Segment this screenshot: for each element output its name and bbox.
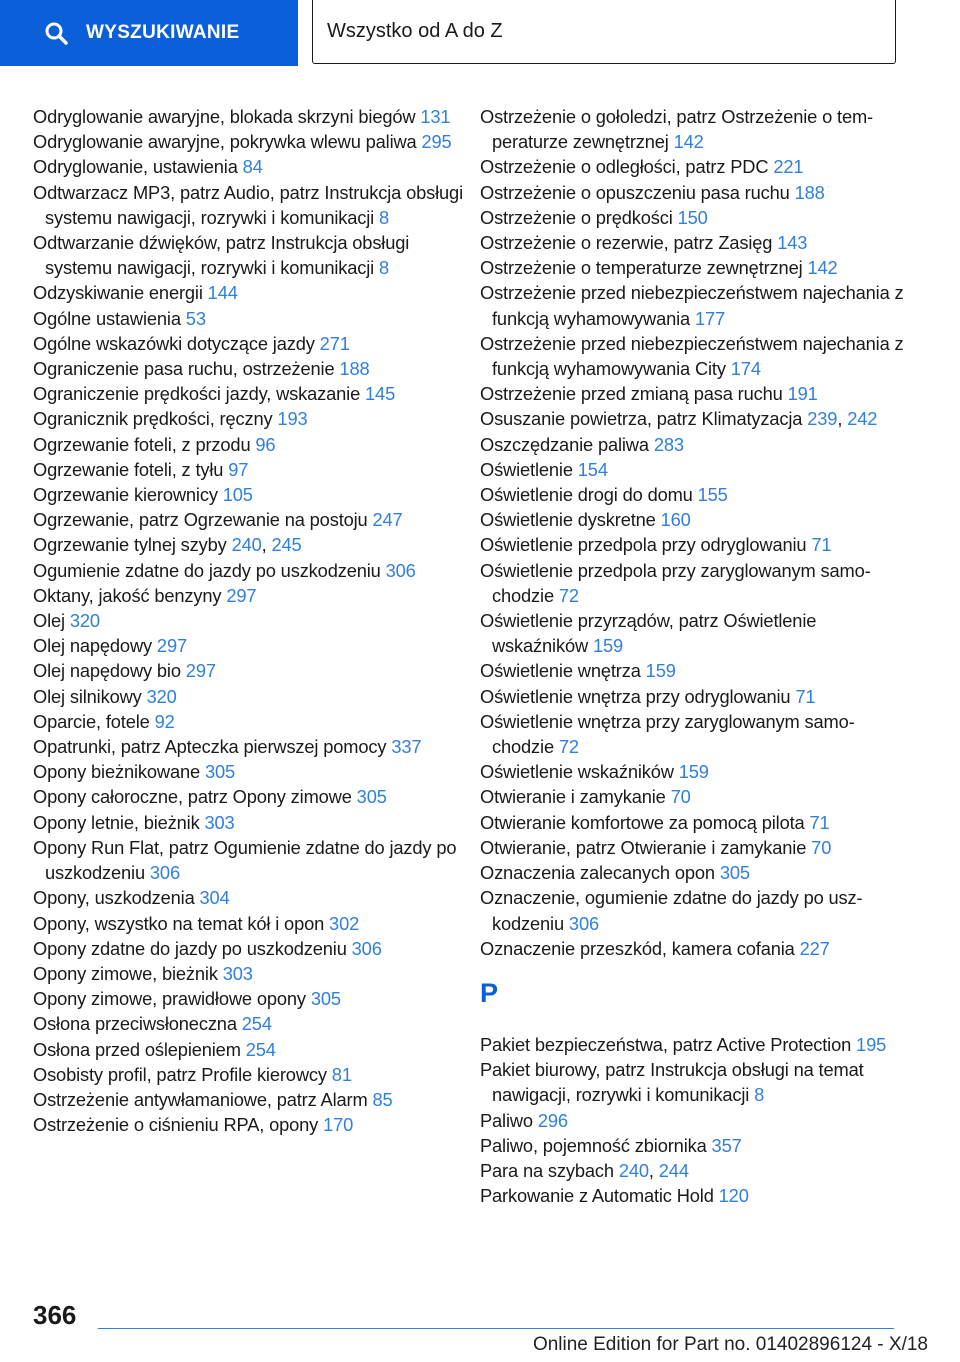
- section-letter: P: [480, 977, 499, 1008]
- page-link[interactable]: 8: [754, 1084, 765, 1106]
- page-link[interactable]: 72: [558, 584, 579, 606]
- index-entry: [33, 759, 463, 784]
- index-entry: [33, 129, 463, 154]
- index-entry-text: Ostrzeżenie antywłamaniowe, patrz Alarm: [33, 1088, 373, 1110]
- page-link[interactable]: 72: [558, 736, 579, 758]
- index-entry: [480, 432, 910, 457]
- page-link[interactable]: 97: [228, 458, 249, 480]
- page-link[interactable]: 245: [271, 534, 302, 556]
- page-link[interactable]: 303: [222, 962, 253, 984]
- index-entry-text: Ostrzeżenie o odległości, patrz PDC: [480, 156, 774, 178]
- index-entry: [480, 230, 910, 255]
- index-entry-text: Oświetlenie przedpola przy odryglowaniu: [480, 534, 812, 556]
- index-entry: [33, 1062, 463, 1087]
- index-entry-text: Ogrzewanie kierownicy: [33, 484, 223, 506]
- page-link[interactable]: 242: [847, 408, 878, 430]
- search-tab[interactable]: [0, 0, 298, 66]
- page-link[interactable]: 295: [421, 131, 452, 153]
- index-entry-text: Ogrzewanie tylnej szyby: [33, 534, 232, 556]
- index-entry: [480, 885, 910, 935]
- page-link[interactable]: 8: [379, 257, 390, 279]
- index-entry: [33, 658, 463, 683]
- index-entry-text: Ogólne ustawienia: [33, 307, 186, 329]
- index-entry: [480, 154, 910, 179]
- index-entry-text: Oświetlenie przedpola przy zaryglowanym samochodzie: [480, 559, 871, 606]
- index-entry-text: Odryglowanie, ustawienia: [33, 156, 243, 178]
- page-link[interactable]: 297: [226, 584, 257, 606]
- page-link[interactable]: 227: [799, 937, 830, 959]
- page-link[interactable]: 142: [673, 131, 704, 153]
- index-entry-text: Opony, uszkodzenia: [33, 887, 200, 909]
- index-entry-text: Pakiet biurowy, patrz Instrukcja obsługi na temat nawigacji, rozrywki i komunikacji: [480, 1059, 864, 1106]
- index-entry-text: Opatrunki, patrz Apteczka pierwszej pomocy: [33, 736, 392, 758]
- page-link[interactable]: 305: [356, 786, 387, 808]
- index-entry-text: Olej napędowy: [33, 635, 157, 657]
- index-entry-text: Ostrzeżenie o opuszczeniu pasa ruchu: [480, 181, 795, 203]
- page-link[interactable]: 70: [670, 786, 691, 808]
- index-entry-text: Oświetlenie wnętrza: [480, 660, 646, 682]
- index-entry: [480, 532, 910, 557]
- page-link[interactable]: 320: [69, 610, 100, 632]
- index-entry: Osuszanie powietrza, patrz Klimatyzacja 239, 242: [480, 408, 878, 430]
- index-entry-text: Ogólne wskazówki dotyczące jazdy: [33, 332, 320, 354]
- page-link[interactable]: 155: [697, 484, 728, 506]
- page-link[interactable]: 305: [719, 862, 750, 884]
- index-entry: [480, 205, 910, 230]
- index-entry-text: Ogumienie zdatne do jazdy po uszkodzeniu: [33, 559, 386, 581]
- page-link[interactable]: 247: [372, 509, 403, 531]
- index-entry: [480, 104, 910, 154]
- page-link[interactable]: 159: [645, 660, 676, 682]
- page-link[interactable]: 254: [245, 1038, 276, 1060]
- page-link[interactable]: 297: [156, 635, 187, 657]
- index-entry: [480, 608, 910, 658]
- index-entry-text: Osłona przed oślepieniem: [33, 1038, 246, 1060]
- index-column-left: [33, 104, 463, 1137]
- page-link[interactable]: 337: [391, 736, 422, 758]
- breadcrumb[interactable]: [312, 0, 896, 64]
- page-link[interactable]: 305: [310, 988, 341, 1010]
- index-entry: [33, 230, 463, 280]
- page-link[interactable]: 306: [568, 912, 599, 934]
- index-entry: [480, 482, 910, 507]
- page-link[interactable]: 84: [242, 156, 263, 178]
- page-link[interactable]: 188: [339, 358, 370, 380]
- index-entry: [480, 507, 910, 532]
- index-entry: [33, 1112, 463, 1137]
- index-entry-text: Oktany, jakość benzyny: [33, 584, 227, 606]
- index-entry: [33, 684, 463, 709]
- index-entry-text: Ograniczenie pasa ruchu, ostrzeżenie: [33, 358, 340, 380]
- index-entry-text: Odryglowanie awaryjne, pokrywka wlewu paliwa: [33, 131, 422, 153]
- index-entry: [33, 432, 463, 457]
- index-entry-text: Oświetlenie przyrządów, patrz Oświetlenie wskaźników: [480, 610, 817, 657]
- index-entry-text: Oświetlenie wnętrza przy zaryglowanym samochodzie: [480, 710, 855, 758]
- index-entry: [33, 306, 463, 331]
- page-link[interactable]: 160: [660, 509, 691, 531]
- page-link[interactable]: 154: [577, 458, 608, 480]
- page-link[interactable]: 305: [204, 761, 236, 783]
- page-link[interactable]: 304: [199, 887, 230, 909]
- page-link[interactable]: 221: [773, 156, 804, 178]
- page-link[interactable]: 188: [794, 181, 825, 203]
- page-link[interactable]: 131: [420, 106, 451, 127]
- index-entry: [480, 709, 910, 759]
- page-link[interactable]: 70: [811, 836, 832, 858]
- page-link[interactable]: 143: [777, 232, 808, 254]
- page-link[interactable]: 271: [319, 332, 350, 354]
- index-entry-text: Paliwo: [480, 1109, 538, 1131]
- index-entry-text: Osłona przeciwsłoneczna: [33, 1013, 242, 1035]
- page-link[interactable]: 85: [372, 1088, 393, 1110]
- page-link[interactable]: 170: [323, 1114, 354, 1136]
- page-link[interactable]: 177: [694, 307, 726, 329]
- index-entry-text: Ostrzeżenie o temperaturze zewnętrznej: [480, 257, 808, 279]
- page-link[interactable]: 240: [618, 1159, 649, 1181]
- index-entry-text: Oparcie, fotele: [33, 710, 155, 732]
- index-entry-text: Odryglowanie awaryjne, blokada skrzyni biegów: [33, 106, 421, 127]
- index-entry-text: Paliwo, pojemność zbiornika: [480, 1134, 712, 1156]
- index-entry: [480, 1032, 910, 1057]
- page-link[interactable]: 159: [678, 761, 709, 783]
- index-entry-text: Oznaczenie przeszkód, kamera cofania: [480, 937, 800, 959]
- page-link[interactable]: 71: [795, 685, 816, 707]
- index-entry: [33, 885, 463, 910]
- index-entry: [480, 936, 910, 961]
- index-entry: [480, 457, 910, 482]
- search-icon: [44, 21, 68, 45]
- index-entry-text: Odtwarzacz MP3, patrz Audio, patrz Instrukcja obsługi systemu nawigacji, rozrywki i komunikacji: [33, 181, 463, 228]
- index-entry-text: Otwieranie i zamykanie: [480, 786, 671, 808]
- index-entry: [33, 280, 463, 305]
- index-entry-text: Oszczędzanie paliwa: [480, 433, 654, 455]
- index-entry-text: Ostrzeżenie o gołoledzi, patrz Ostrzeżenie o temperaturze zewnętrznej: [480, 106, 874, 153]
- index-entry-text: Oznaczenie, ogumienie zdatne do jazdy po uszkodzeniu: [480, 887, 863, 934]
- page-link[interactable]: 105: [222, 484, 253, 506]
- page-link[interactable]: 71: [811, 534, 832, 556]
- index-entry: [33, 1011, 463, 1036]
- page-link[interactable]: 150: [677, 206, 708, 228]
- index-entry: [33, 457, 463, 482]
- index-entry-text: Oświetlenie drogi do domu: [480, 484, 698, 506]
- index-entry: [480, 1183, 910, 1208]
- index-entry-text: Olej: [33, 610, 70, 632]
- page-link[interactable]: 144: [207, 282, 238, 304]
- index-entry: [480, 1057, 910, 1107]
- index-entry: [33, 810, 463, 835]
- index-entry: [33, 583, 463, 608]
- index-entry-text: Oznaczenia zalecanych opon: [480, 862, 720, 884]
- footer-divider: [98, 1328, 894, 1329]
- index-entry-text: Opony zimowe, prawidłowe opony: [33, 988, 311, 1010]
- index-entry-text: Ostrzeżenie przed zmianą pasa ruchu: [480, 383, 788, 405]
- index-entry-text: Ostrzeżenie przed niebezpieczeństwem najechania z funkcją wyhamowywania City: [480, 332, 904, 380]
- page-number: 366: [33, 1300, 77, 1330]
- index-entry-text: Ogrzewanie, patrz Ogrzewanie na postoju: [33, 509, 373, 531]
- index-entry-text: Opony letnie, bieżnik: [33, 811, 205, 833]
- index-entry-text: Opony zdatne do jazdy po uszkodzeniu: [33, 937, 352, 959]
- index-entry: [33, 1087, 463, 1112]
- index-entry: [33, 608, 463, 633]
- page-link[interactable]: 239: [807, 408, 838, 430]
- index-entry-text: Parkowanie z Automatic Hold: [480, 1185, 719, 1207]
- page-link[interactable]: 191: [787, 383, 818, 405]
- index-entry: [480, 759, 910, 784]
- index-entry-text: Opony zimowe, bieżnik: [33, 962, 223, 984]
- index-entry-text: Ostrzeżenie o prędkości: [480, 206, 678, 228]
- index-entry: [480, 810, 910, 835]
- index-entry-text: Ostrzeżenie o rezerwie, patrz Zasięg: [480, 232, 778, 254]
- index-entry: [480, 860, 910, 885]
- index-entry-text: Opony, wszystko na temat kół i opon: [33, 912, 330, 934]
- index-entry-text: Osuszanie powietrza, patrz Klimatyzacja: [480, 408, 808, 430]
- index-entry: [480, 331, 910, 381]
- index-entry-text: Osobisty profil, patrz Profile kierowcy: [33, 1063, 332, 1085]
- page-link[interactable]: 195: [856, 1033, 887, 1055]
- index-entry: [480, 1108, 910, 1133]
- index-entry: [480, 255, 910, 280]
- index-entry: [33, 356, 463, 381]
- index-entry-text: Pakiet bezpieczeństwa, patrz Active Protection: [480, 1033, 857, 1055]
- page-link[interactable]: 306: [149, 862, 180, 884]
- index-entry-text: Ogrzewanie foteli, z przodu: [33, 433, 256, 455]
- index-entry: [33, 154, 463, 179]
- index-entry-text: Para na szybach: [480, 1159, 619, 1181]
- index-entry-text: Opony całoroczne, patrz Opony zimowe: [33, 786, 357, 808]
- page-link[interactable]: 254: [241, 1013, 272, 1035]
- index-entry-text: Ostrzeżenie o ciśnieniu RPA, opony: [33, 1114, 324, 1136]
- index-entry: [33, 911, 463, 936]
- index-entry-text: Ograniczenie prędkości jazdy, wskazanie: [33, 383, 366, 405]
- index-entry: [33, 961, 463, 986]
- index-entry: [480, 558, 910, 608]
- index-entry-text: Opony bieżnikowane: [33, 761, 205, 783]
- index-entry: Para na szybach 240, 244: [480, 1159, 689, 1181]
- page-link[interactable]: 71: [809, 811, 830, 833]
- index-entry-text: Olej napędowy bio: [33, 660, 186, 682]
- index-entry: [33, 406, 463, 431]
- page-link[interactable]: 357: [711, 1134, 742, 1156]
- index-entry-text: Olej silnikowy: [33, 685, 147, 707]
- page-link[interactable]: 240: [231, 534, 262, 556]
- index-entry: [33, 482, 463, 507]
- index-entry-text: Opony Run Flat, patrz Ogumienie zdatne do jazdy po uszkodzeniu: [33, 836, 457, 884]
- index-entry: [33, 835, 463, 885]
- index-entry: [480, 381, 910, 406]
- index-entry: [33, 104, 463, 129]
- page-link[interactable]: 8: [379, 206, 390, 228]
- index-entry: [480, 658, 910, 683]
- index-entry-text: Ostrzeżenie przed niebezpieczeństwem najechania z funkcją wyhamowywania: [480, 282, 904, 329]
- page-link[interactable]: 283: [653, 433, 684, 455]
- index-entry: [480, 784, 910, 809]
- page-link[interactable]: 296: [537, 1109, 568, 1131]
- index-entry-text: Odtwarzanie dźwięków, patrz Instrukcja obsługi systemu nawigacji, rozrywki i komunikacji: [33, 232, 410, 279]
- index-entry-text: Otwieranie komfortowe za pomocą pilota: [480, 811, 810, 833]
- index-entry: [33, 331, 463, 356]
- index-entry: [33, 734, 463, 759]
- page-link[interactable]: 159: [592, 635, 624, 657]
- index-entry-text: Ogrzewanie foteli, z tyłu: [33, 458, 229, 480]
- index-entry-text: Otwieranie, patrz Otwieranie i zamykanie: [480, 836, 812, 858]
- index-entry: [33, 558, 463, 583]
- page-link[interactable]: 142: [807, 257, 838, 279]
- index-entry: [480, 684, 910, 709]
- index-entry: [33, 381, 463, 406]
- page-link[interactable]: 120: [718, 1185, 749, 1207]
- index-entry: [480, 280, 910, 330]
- index-entry: [33, 709, 463, 734]
- page-link[interactable]: 306: [351, 937, 382, 959]
- index-entry: [33, 936, 463, 961]
- footer-edition: Online Edition for Part no. 01402896124 - X/18: [532, 1334, 928, 1355]
- index-entry: [33, 180, 463, 230]
- index-entry: [33, 986, 463, 1011]
- index-entry: [33, 507, 463, 532]
- index-entry-text: Odzyskiwanie energii: [33, 282, 208, 304]
- index-entry-text: Ogranicznik prędkości, ręczny: [33, 408, 278, 430]
- page-link[interactable]: 53: [185, 307, 206, 329]
- index-entry-text: Oświetlenie wnętrza przy odryglowaniu: [480, 685, 796, 707]
- index-entry-text: Oświetlenie dyskretne: [480, 509, 661, 531]
- page-link[interactable]: 303: [204, 811, 235, 833]
- index-entry: [480, 835, 910, 860]
- index-column-right: [480, 104, 910, 1208]
- page-link[interactable]: 96: [255, 433, 276, 455]
- page-link[interactable]: 306: [385, 559, 416, 581]
- page-link[interactable]: 92: [154, 710, 175, 732]
- index-entry: [33, 1037, 463, 1062]
- page-link[interactable]: 193: [277, 408, 308, 430]
- index-entry-text: Oświetlenie wskaźników: [480, 761, 679, 783]
- index-entry: [33, 633, 463, 658]
- page-link[interactable]: 244: [658, 1159, 689, 1181]
- breadcrumb-label: Wszystko od A do Z: [327, 20, 503, 42]
- page-link[interactable]: 81: [331, 1063, 352, 1085]
- index-entry-text: Oświetlenie: [480, 458, 578, 480]
- index-entry: [33, 784, 463, 809]
- page-link[interactable]: 297: [185, 660, 216, 682]
- index-entry: Ogrzewanie tylnej szyby 240, 245: [33, 534, 302, 556]
- index-entry: [480, 180, 910, 205]
- page-link[interactable]: 145: [365, 383, 396, 405]
- page-link[interactable]: 302: [329, 912, 360, 934]
- index-entry: [480, 1133, 910, 1158]
- page-link[interactable]: 174: [730, 358, 761, 380]
- page-link[interactable]: 320: [146, 685, 177, 707]
- search-tab-label: WYSZUKIWANIE: [86, 22, 240, 43]
